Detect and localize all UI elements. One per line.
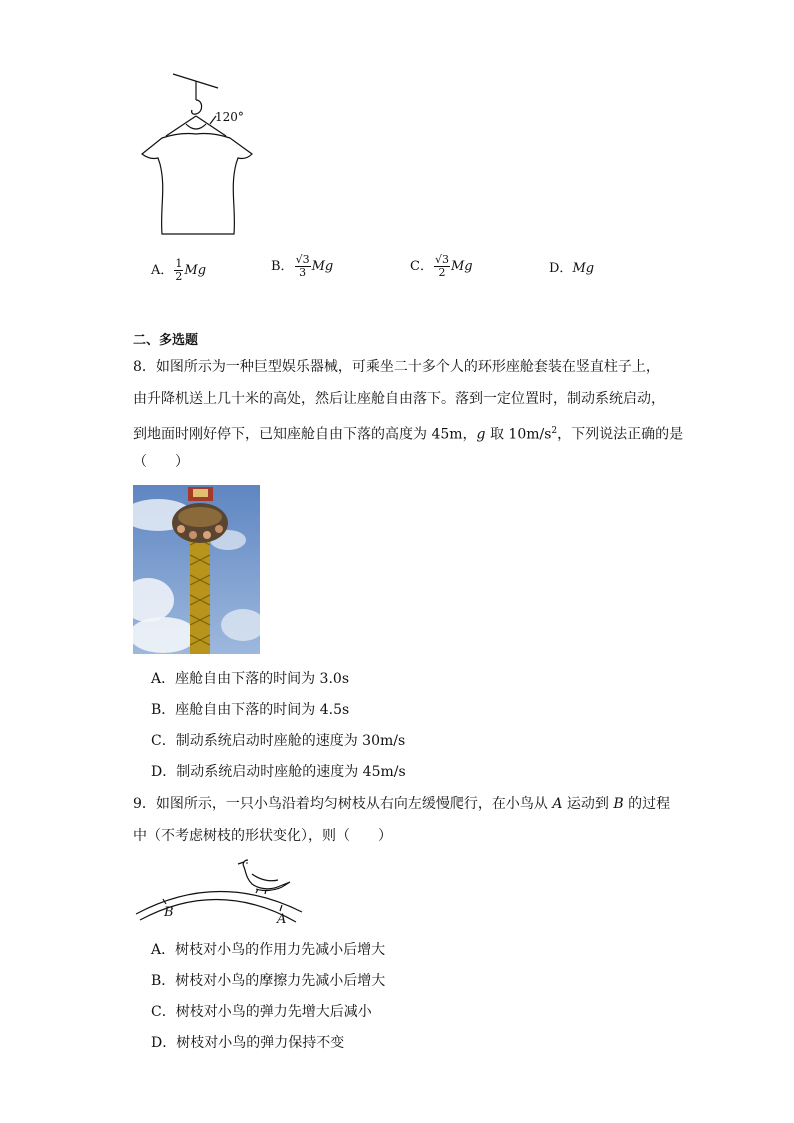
section-title: 二、多选题 [133, 333, 199, 348]
option-unit: Mg [311, 259, 334, 274]
q9-option-a[interactable]: A．树枝对小鸟的作用力先减小后增大 [151, 942, 386, 958]
q8-option-c[interactable]: C．制动系统启动时座舱的速度为 30m/s [151, 733, 406, 749]
q8-answer-paren: （ ） [133, 454, 189, 470]
q7-option-d[interactable] [549, 259, 594, 279]
option-unit: Mg [184, 263, 207, 278]
angle-label: 120° [215, 110, 244, 124]
q9-line-2: 中（不考虑树枝的形状变化），则（ ） [133, 828, 392, 844]
q8-line-3: 到地面时刚好停下，已知座舱自由下落的高度为 45m，g 取 $10m/s^2$，下列说法正确的是 [133, 426, 684, 443]
option-letter: A． [151, 263, 174, 278]
q9-line-1: 9．如图所示，一只小鸟沿着均匀树枝从右向左缓慢爬行，在小鸟从 A 运动到 B 的过程 [133, 796, 671, 812]
shirt-hanger-figure [130, 68, 270, 238]
option-letter: C． [410, 259, 433, 274]
q7-option-a[interactable] [151, 258, 206, 283]
q7-option-b[interactable] [271, 254, 333, 279]
fraction: $\frac{1}{2}$ [175, 257, 183, 283]
q9-option-b[interactable]: B．树枝对小鸟的摩擦力先减小后增大 [151, 973, 386, 989]
option-letter: B． [271, 259, 294, 274]
fraction: $\frac{√3}{2}$ [434, 253, 449, 279]
fraction: $\frac{√3}{3}$ [295, 253, 310, 279]
drop-tower-photo [133, 485, 260, 654]
option-unit: Mg [572, 261, 595, 276]
point-b-label: B [164, 905, 174, 920]
q8-option-a[interactable]: A．座舱自由下落的时间为 3.0s [151, 671, 350, 687]
q8-option-d[interactable]: D．制动系统启动时座舱的速度为 45m/s [151, 764, 406, 780]
q7-option-c[interactable] [410, 254, 473, 279]
q8-option-b[interactable]: B．座舱自由下落的时间为 4.5s [151, 702, 350, 718]
option-letter: D． [549, 261, 573, 276]
q9-option-d[interactable]: D．树枝对小鸟的弹力保持不变 [151, 1035, 345, 1051]
q8-line-1: 8．如图所示为一种巨型娱乐器械，可乘坐二十多个人的环形座舱套装在竖直柱子上， [133, 359, 660, 375]
q8-line-2: 由升降机送上几十米的高处，然后让座舱自由落下。落到一定位置时，制动系统启动， [133, 391, 665, 407]
q9-option-c[interactable]: C．树枝对小鸟的弹力先增大后减小 [151, 1004, 372, 1020]
point-a-label: A [277, 912, 287, 927]
option-unit: Mg [450, 259, 473, 274]
